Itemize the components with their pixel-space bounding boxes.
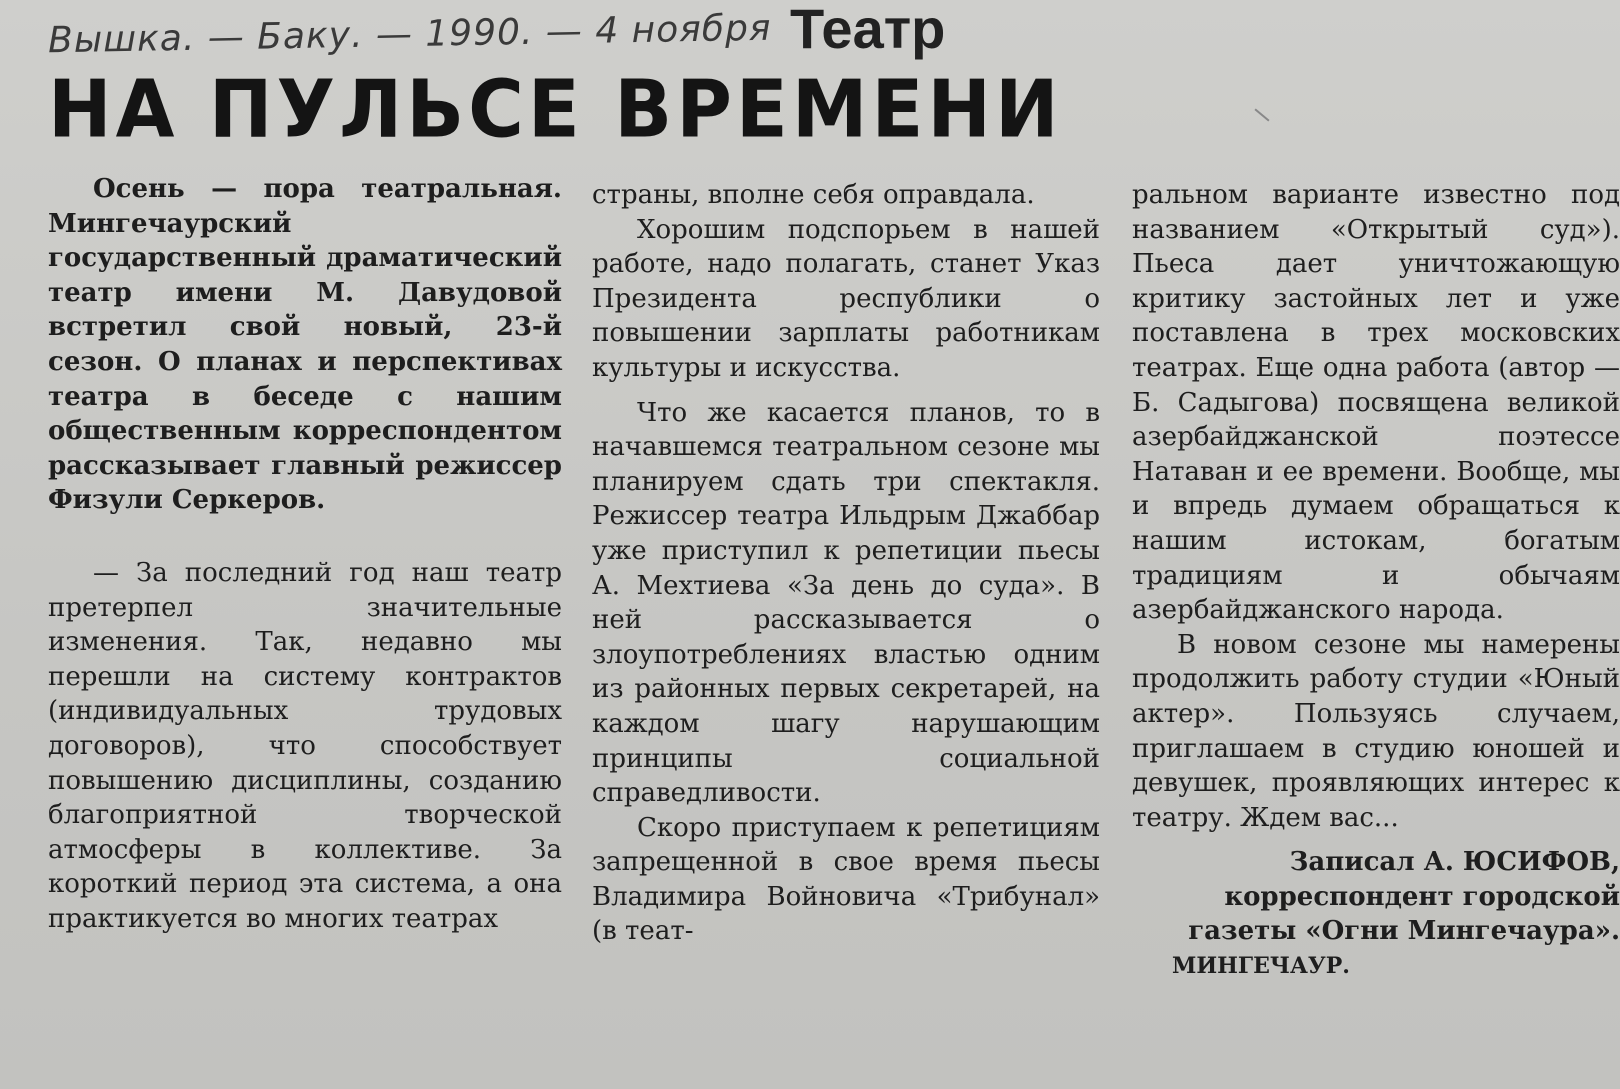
article-column-3 [1132, 178, 1620, 984]
section-rubric: Театр [790, 0, 946, 60]
article-column-1 [48, 172, 562, 936]
article-paragraph: Скоро приступаем к репетициям запрещенной в свое время пьесы Владимира Войновича «Трибунал» (в теат- [592, 812, 1100, 947]
article-paragraph: — За последний год наш театр претерпел значительные изменения. Так, недавно мы перешли на систему контрактов (индивидуальных трудовых договоров), что способствует повышению дисциплины, созданию благоприятной творческой атмосферы в коллективе. За короткий период эта система, а она практикуется во многих театрах [48, 557, 562, 934]
handwritten-source-note: Вышка. — Баку. — 1990. — 4 ноября [47, 7, 772, 62]
byline-position: корреспондент городской [1224, 881, 1620, 912]
article-headline: НА ПУЛЬСЕ ВРЕМЕНИ [48, 61, 1063, 156]
byline: Записал А. ЮСИФОВ, [1289, 847, 1620, 878]
article-paragraph: страны, вполне себя оправдала. [592, 180, 1035, 210]
article-paragraph: ральном варианте известно под названием «Открытый суд»). Пьеса дает уничтожающую критику застойных лет и уже поставлена в трех московских театрах. Еще одна работа (автор — Б. Садыгова) посвящена великой азербайджанской поэтессе Натаван и ее времени. Вообще, мы и впредь думаем обращаться к нашим истокам, богатым традициям и обычаям азербайджанского народа. [1132, 180, 1620, 626]
byline-newspaper: газеты «Огни Мингечаура». [1188, 916, 1620, 947]
article-paragraph: Что же касается планов, то в начавшемся театральном сезоне мы планируем сдать три спектакля. Режиссер театра Ильдрым Джаббар уже приступил к репетиции пьесы А. Мехтиева «За день до суда». В ней рассказывается о злоупотреблениях властью одним из районных первых секретарей, на каждом шагу нарушающим принципы социальной справедливости. [592, 397, 1100, 809]
paper-mark [1254, 108, 1269, 121]
article-column-2 [592, 178, 1100, 949]
article-paragraph: Хорошим подспорьем в нашей работе, надо полагать, станет Указ Президента республики о повышении зарплаты работникам культуры и искусства. [592, 214, 1100, 383]
dateline-place: МИНГЕЧАУР. [1172, 953, 1350, 980]
article-paragraph: В новом сезоне мы намерены продолжить работу студии «Юный актер». Пользуясь случаем, приглашаем в студию юношей и девушек, проявляющих интерес к театру. Ждем вас... [1132, 629, 1620, 833]
article-lead: Осень — пора театральная. Мингечаурский государственный драматический театр имени М. Давудовой встретил свой новый, 23-й сезон. О планах и перспективах театра в беседе с нашим общественным корреспондентом рассказывает главный режиссер Физули Серкеров. [48, 174, 562, 516]
